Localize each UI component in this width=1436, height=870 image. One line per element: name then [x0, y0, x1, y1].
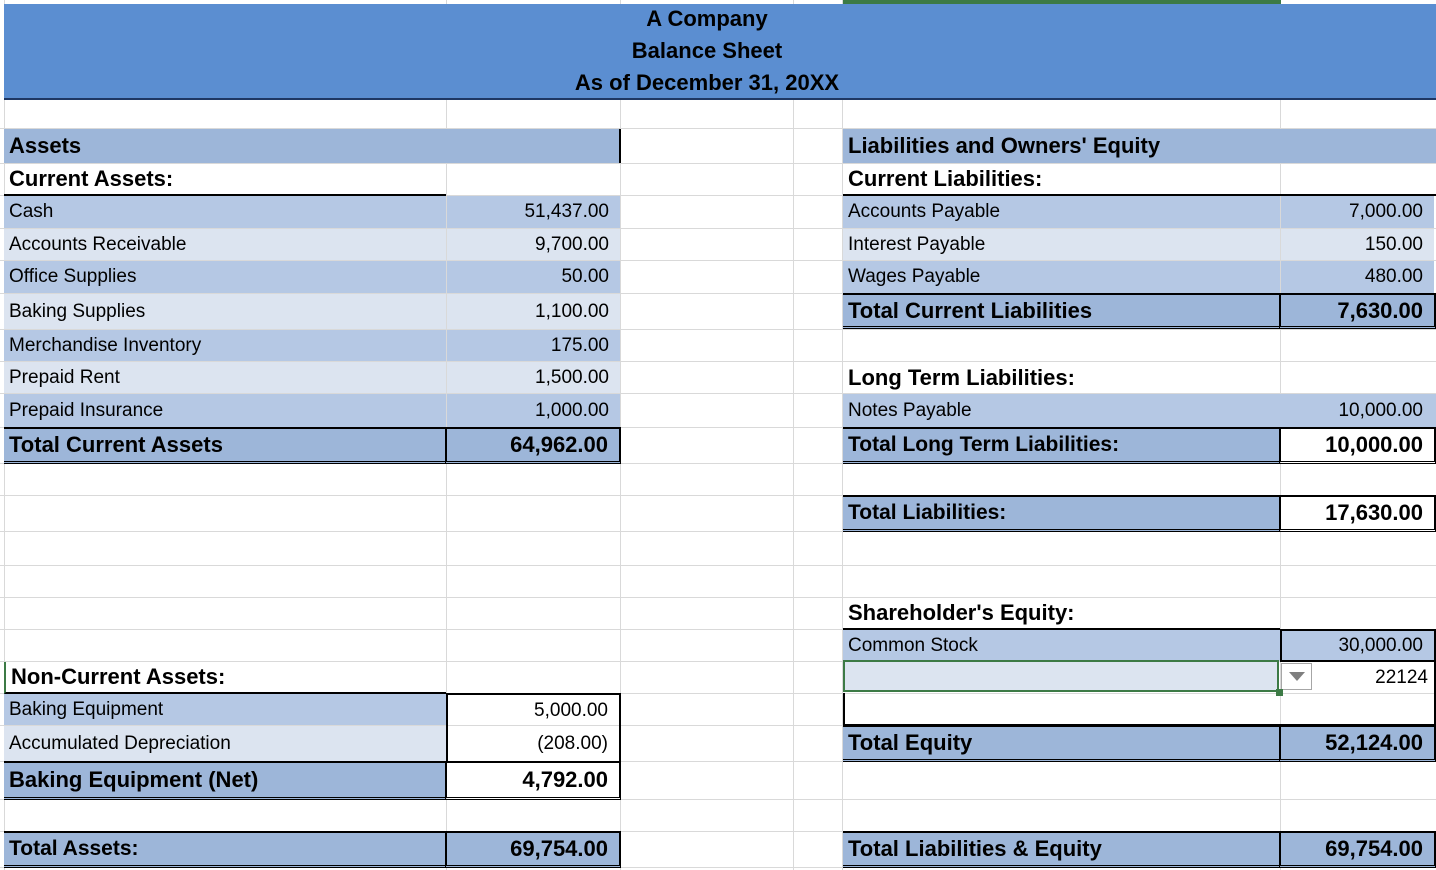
total-liabilities-equity-value[interactable]: 69,754.00	[1279, 831, 1436, 868]
sheet-date: As of December 31, 20XX	[574, 70, 840, 95]
total-current-liabilities-label[interactable]: Total Current Liabilities	[843, 293, 1280, 329]
asset-value-prepaid-insurance[interactable]: 1,000.00	[447, 394, 620, 427]
net-equipment-value[interactable]: 4,792.00	[445, 761, 621, 800]
equity-label-retained[interactable]	[845, 662, 1277, 690]
total-liabilities-label[interactable]: Total Liabilities:	[843, 495, 1280, 532]
total-liabilities-equity-label[interactable]: Total Liabilities & Equity	[843, 831, 1280, 868]
sheet-title: Balance Sheet	[631, 38, 783, 63]
asset-label-prepaid-insurance[interactable]: Prepaid Insurance	[4, 394, 446, 427]
asset-label-accum-depreciation[interactable]: Accumulated Depreciation	[4, 726, 446, 761]
liability-value-notes[interactable]: 10,000.00	[1338, 399, 1423, 421]
total-longterm-label[interactable]: Total Long Term Liabilities:	[843, 427, 1280, 464]
asset-label-ar[interactable]: Accounts Receivable	[4, 229, 446, 260]
total-equity-value[interactable]: 52,124.00	[1279, 725, 1436, 762]
asset-label-office-supplies[interactable]: Office Supplies	[4, 261, 446, 293]
equity-label-common-stock[interactable]: Common Stock	[843, 630, 1280, 661]
grid-line	[793, 0, 794, 870]
asset-value-accum-depreciation[interactable]: (208.00)	[446, 726, 621, 761]
company-name: A Company	[646, 6, 768, 31]
liability-label-ap[interactable]: Accounts Payable	[843, 196, 1280, 228]
liability-label-wages[interactable]: Wages Payable	[843, 261, 1280, 293]
chevron-down-icon[interactable]	[1281, 663, 1312, 690]
net-equipment-label[interactable]: Baking Equipment (Net)	[4, 761, 446, 800]
asset-value-baking-supplies[interactable]: 1,100.00	[447, 294, 620, 329]
liability-value-ap[interactable]: 7,000.00	[1281, 196, 1434, 228]
total-equity-label[interactable]: Total Equity	[843, 725, 1280, 762]
header-accent	[843, 0, 1281, 4]
asset-value-prepaid-rent[interactable]: 1,500.00	[447, 362, 620, 393]
asset-value-inventory[interactable]: 175.00	[447, 330, 620, 361]
asset-label-baking-supplies[interactable]: Baking Supplies	[4, 294, 446, 329]
asset-value-baking-equipment[interactable]: 5,000.00	[446, 693, 621, 726]
total-assets-value[interactable]: 69,754.00	[445, 831, 621, 868]
equity-value-retained[interactable]: 22124	[1312, 662, 1436, 693]
asset-label-cash[interactable]: Cash	[4, 196, 446, 228]
asset-value-office-supplies[interactable]: 50.00	[447, 261, 620, 293]
liability-label-interest[interactable]: Interest Payable	[843, 229, 1280, 260]
total-liabilities-value[interactable]: 17,630.00	[1279, 495, 1436, 532]
total-longterm-value[interactable]: 10,000.00	[1279, 427, 1436, 464]
assets-heading[interactable]: Assets	[4, 129, 621, 163]
asset-value-cash[interactable]: 51,437.00	[447, 196, 620, 228]
asset-value-ar[interactable]: 9,700.00	[447, 229, 620, 260]
liabilities-heading[interactable]: Liabilities and Owners' Equity	[843, 129, 1436, 163]
asset-label-prepaid-rent[interactable]: Prepaid Rent	[4, 362, 446, 393]
liability-label-notes[interactable]: Notes Payable	[843, 394, 1436, 427]
longterm-liabilities-heading[interactable]: Long Term Liabilities:	[848, 365, 1075, 390]
total-current-liabilities-value[interactable]: 7,630.00	[1279, 293, 1436, 329]
total-assets-label[interactable]: Total Assets:	[4, 831, 446, 868]
liability-value-wages[interactable]: 480.00	[1281, 261, 1434, 293]
asset-label-baking-equipment[interactable]: Baking Equipment	[4, 694, 446, 725]
liability-value-interest[interactable]: 150.00	[1281, 229, 1434, 260]
current-liabilities-heading[interactable]: Current Liabilities:	[843, 163, 1436, 196]
noncurrent-assets-heading[interactable]: Non-Current Assets:	[4, 662, 446, 694]
equity-value-common-stock[interactable]: 30,000.00	[1280, 629, 1436, 662]
equity-heading[interactable]: Shareholder's Equity:	[843, 597, 1280, 630]
total-current-assets-value[interactable]: 64,962.00	[445, 427, 621, 464]
equity-blank-row[interactable]	[843, 693, 1436, 726]
grid-line	[0, 565, 1436, 566]
total-current-assets-label[interactable]: Total Current Assets	[4, 427, 446, 464]
current-assets-heading[interactable]: Current Assets:	[4, 163, 446, 196]
asset-label-inventory[interactable]: Merchandise Inventory	[4, 330, 446, 361]
